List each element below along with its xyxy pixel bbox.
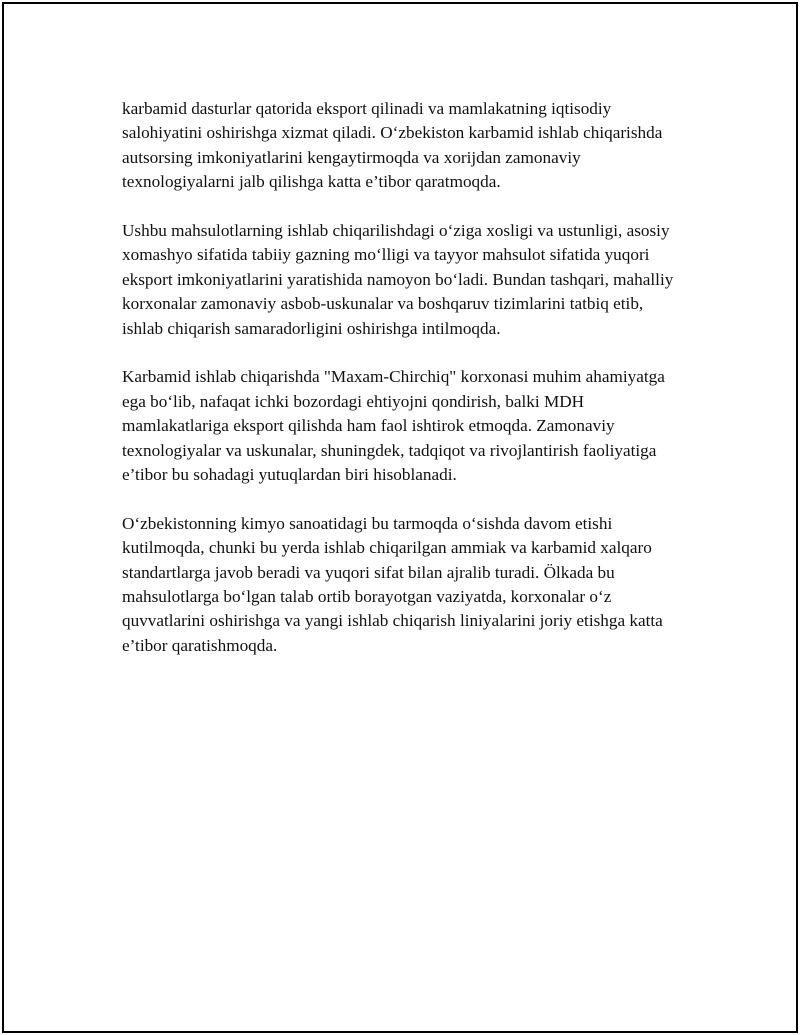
- paragraph-2: Ushbu mahsulotlarning ishlab chiqarilishdagi o‘ziga xosligi va ustunligi, asosiy xomashyo sifatida tabiiy gazning mo‘lligi va tayyor mahsulot sifatida yuqori eksport imkoniyatlarini yaratishida namoyon bo‘ladi. Bundan tashqari, mahalliy korxonalar zamonaviy asbob-uskunalar va boshqaruv tizimlarini tatbiq etib, ishlab chiqarish samaradorligini oshirishga intilmoqda.: [122, 221, 674, 338]
- paragraph-4: O‘zbekistonning kimyo sanoatidagi bu tarmoqda o‘sishda davom etishi kutilmoqda, chunki bu yerda ishlab chiqarilgan ammiak va karbamid xalqaro standartlarga javob beradi va yuqori sifat bilan ajralib turadi. Ölkada bu mahsulotlarga bo‘lgan talab ortib borayotgan vaziyatda, korxonalar o‘z quvvatlarini oshirishga va yangi ishlab chiqarish liniyalarini joriy etishga katta e’tibor qaratishmoqda.: [122, 513, 663, 655]
- paragraph-3: Karbamid ishlab chiqarishda "Maxam-Chirchiq" korxonasi muhim ahamiyatga ega bo‘lib, nafaqat ichki bozordagi ehtiyojni qondirish, balki MDH mamlakatlariga eksport qilishda ham faol ishtirok etmoqda. Zamonaviy texnologiyalar va uskunalar, shuningdek, tadqiqot va rivojlantirish faoliyatiga e’tibor bu sohadagi yutuqlardan biri hisoblanadi.: [122, 367, 665, 485]
- page-frame: [2, 2, 798, 1033]
- paragraph-1: karbamid dasturlar qatorida eksport qilinadi va mamlakatning iqtisodiy salohiyatini oshirishga xizmat qiladi. O‘zbekiston karbamid ishlab chiqarishda autsorsing imkoniyatlarini kengaytirmoqda va xorijdan zamonaviy texnologiyalarni jalb qilishga katta e’tibor qaratmoqda.: [122, 99, 663, 192]
- document-body: [122, 97, 682, 683]
